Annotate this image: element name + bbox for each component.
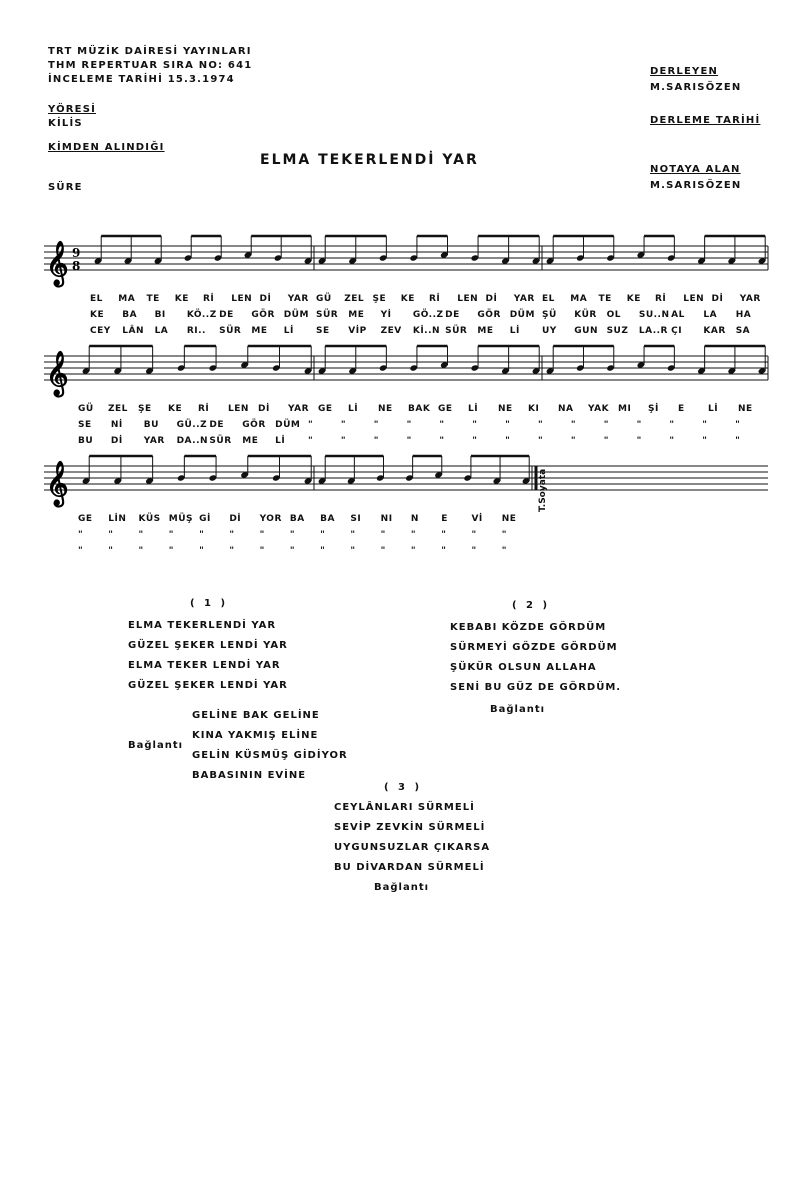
lyric-syllable: ": [410, 546, 417, 556]
lyric-syllable: ": [636, 420, 642, 430]
lyric-syllable: KE: [174, 294, 189, 304]
lyric-syllable: ": [78, 546, 84, 556]
lyric-syllable: LÂN: [122, 326, 145, 336]
lyric-syllable: Lİ: [283, 326, 294, 336]
lyric-syllable: ": [259, 546, 265, 556]
lyric-syllable: ": [538, 420, 544, 430]
lyric-syllable: MÜŞ: [168, 514, 194, 524]
lyric-syllable: Dİ: [258, 404, 270, 414]
verse-2-line: ŞÜKÜR OLSUN ALLAHA: [450, 662, 597, 673]
lyric-syllable: ME: [251, 326, 268, 336]
verse-1-number: ( 1 ): [190, 598, 229, 609]
lyric-syllable: BU: [78, 436, 94, 446]
verse-3-line: CEYLÂNLARI SÜRMELİ: [334, 802, 475, 813]
lyric-syllable: ": [505, 420, 511, 430]
treble-clef-icon: 𝄞: [46, 350, 69, 395]
lyric-syllable: CEY: [90, 326, 111, 336]
lyric-syllable: RI..: [186, 326, 206, 336]
lyric-syllable: Dİ: [259, 294, 272, 304]
chorus-line: BABASININ EVİNE: [192, 770, 307, 781]
chorus-label: Bağlantı: [128, 740, 184, 751]
lyric-syllable: Lİ: [509, 326, 520, 336]
lyric-syllable: KE: [626, 294, 641, 304]
verse-2-number: ( 2 ): [512, 600, 551, 611]
lyric-syllable: SÜR: [445, 326, 468, 336]
lyric-syllable: Dİ: [110, 436, 123, 446]
lyric-syllable: ": [138, 530, 144, 540]
lyric-syllable: ": [406, 420, 412, 430]
verse-3-number: ( 3 ): [384, 782, 423, 793]
lyric-syllable: ": [320, 546, 326, 556]
verse-1-line: ELMA TEKER LENDİ YAR: [128, 660, 281, 671]
lyric-syllable: GE: [438, 404, 453, 414]
music-staff-1: [42, 232, 778, 342]
lyric-syllable: GE: [78, 514, 93, 524]
lyric-syllable: ": [501, 530, 507, 540]
lyric-syllable: ME: [348, 310, 365, 320]
lyric-syllable: BI: [154, 310, 166, 320]
music-staff-3: [42, 452, 778, 562]
lyric-syllable: ŞE: [372, 294, 387, 304]
lyric-syllable: Vİ: [471, 514, 483, 524]
lyric-syllable: GÖR: [477, 310, 501, 320]
lyric-syllable: Rİ: [203, 294, 215, 304]
chorus-line: KINA YAKMIŞ ELİNE: [192, 730, 319, 741]
lyric-syllable: YAR: [143, 436, 165, 446]
lyric-syllable: GÖR: [242, 420, 266, 430]
transcriber-signature: T.Soyata: [538, 468, 548, 512]
lyric-syllable: KE: [168, 404, 183, 414]
lyric-syllable: BA: [289, 514, 305, 524]
lyric-syllable: KE: [90, 310, 105, 320]
lyric-syllable: ": [350, 546, 356, 556]
lyric-syllable: MI: [618, 404, 632, 414]
notaya-alan-label: NOTAYA ALAN: [650, 164, 741, 175]
lyric-syllable: ": [472, 436, 478, 446]
lyric-syllable: ZEV: [380, 326, 402, 336]
lyric-syllable: ": [669, 436, 675, 446]
lyric-syllable: ": [570, 420, 577, 430]
lyric-syllable: Dİ: [229, 514, 242, 524]
lyric-syllable: ": [735, 420, 741, 430]
lyric-syllable: ": [340, 420, 347, 430]
lyric-syllable: LEN: [231, 294, 253, 304]
verse-3-line: SEVİP ZEVKİN SÜRMELİ: [334, 822, 486, 833]
lyric-syllable: ŞÜ: [542, 310, 557, 320]
verse-2-line: SENİ BU GÜZ DE GÖRDÜM.: [450, 682, 622, 693]
verse-2: [450, 618, 621, 698]
lyric-syllable: Şİ: [648, 404, 659, 414]
yoresi-label: YÖRESİ: [48, 104, 97, 115]
lyric-syllable: ": [735, 436, 741, 446]
verse-1-line: GÜZEL ŞEKER LENDİ YAR: [128, 680, 288, 691]
lyric-syllable: ": [501, 546, 507, 556]
lyric-syllable: ": [410, 530, 417, 540]
lyric-syllable: ": [380, 530, 386, 540]
lyric-syllable: ŞE: [138, 404, 152, 414]
chorus-line: GELİN KÜSMÜŞ GİDİYOR: [192, 750, 348, 761]
verse-3-line: BU DİVARDAN SÜRMELİ: [334, 862, 485, 873]
derleyen-value: M.SARISÖZEN: [650, 82, 742, 93]
lyric-syllable: ": [199, 530, 205, 540]
lyric-syllable: EL: [90, 294, 103, 304]
lyric-syllable: GÖR: [251, 310, 275, 320]
lyric-syllable: BA: [320, 514, 335, 524]
staff-1-notation: [42, 232, 778, 292]
sure-label: SÜRE: [48, 182, 83, 193]
lyric-syllable: Rİ: [655, 294, 667, 304]
lyric-syllable: NE: [498, 404, 513, 414]
verse-3-baglanti: Bağlantı: [374, 882, 430, 893]
lyric-syllable: ": [229, 546, 235, 556]
lyric-syllable: ": [669, 420, 675, 430]
lyric-syllable: ": [373, 420, 379, 430]
lyric-syllable: ": [505, 436, 511, 446]
lyric-syllable: Nİ: [110, 420, 123, 430]
lyric-syllable: ": [570, 436, 577, 446]
verse-2-line: SÜRMEYİ GÖZDE GÖRDÜM: [450, 642, 618, 653]
lyric-syllable: SA: [735, 326, 751, 336]
lyric-syllable: LEN: [228, 404, 249, 414]
lyric-syllable: Lİ: [708, 404, 719, 414]
lyric-syllable: ": [471, 530, 477, 540]
lyric-syllable: Rİ: [429, 294, 441, 304]
lyric-syllable: Rİ: [198, 404, 210, 414]
notaya-alan-value: M.SARISÖZEN: [650, 180, 742, 191]
lyric-syllable: DÜM: [283, 310, 309, 320]
lyric-syllable: GÜ..Z: [176, 420, 208, 430]
lyric-syllable: YAR: [739, 294, 761, 304]
lyric-syllable: SI: [350, 514, 362, 524]
lyric-syllable: ": [472, 420, 478, 430]
lyric-syllable: ": [259, 530, 265, 540]
verse-2-baglanti: Bağlantı: [490, 704, 546, 715]
chorus-line: GELİNE BAK GELİNE: [192, 710, 320, 721]
lyric-syllable: ": [108, 546, 114, 556]
lyric-syllable: OL: [606, 310, 621, 320]
lyric-syllable: ZEL: [344, 294, 365, 304]
lyric-syllable: Dİ: [485, 294, 498, 304]
lyric-syllable: NE: [738, 404, 753, 414]
lyric-syllable: LA..R: [638, 326, 668, 336]
lyric-syllable: TE: [598, 294, 612, 304]
lyric-syllable: Gİ: [199, 514, 211, 524]
verse-1-line: GÜZEL ŞEKER LENDİ YAR: [128, 640, 288, 651]
lyric-syllable: GE: [318, 404, 333, 414]
header-org-line-1: TRT MÜZİK DAİRESİ YAYINLARI: [48, 46, 252, 57]
verse-3-line: UYGUNSUZLAR ÇIKARSA: [334, 842, 491, 853]
lyric-syllable: ÇI: [671, 326, 683, 336]
staff-3-notation: [42, 452, 778, 512]
lyric-syllable: KAR: [703, 326, 726, 336]
lyric-syllable: ": [78, 530, 84, 540]
derleyen-label: DERLEYEN: [650, 66, 719, 77]
lyric-syllable: N: [410, 514, 419, 524]
lyric-syllable: HA: [735, 310, 752, 320]
lyric-syllable: DÜM: [275, 420, 301, 430]
lyric-syllable: SÜR: [316, 310, 339, 320]
lyric-syllable: ": [702, 420, 708, 430]
lyric-syllable: ": [289, 546, 296, 556]
lyric-syllable: KÜS: [138, 514, 161, 524]
lyric-syllable: SÜR: [219, 326, 242, 336]
lyric-syllable: ": [603, 420, 609, 430]
lyric-syllable: DE: [209, 420, 225, 430]
lyric-syllable: ": [373, 436, 379, 446]
lyric-syllable: DÜM: [509, 310, 535, 320]
lyric-syllable: NA: [558, 404, 574, 414]
lyric-syllable: NE: [378, 404, 393, 414]
lyric-syllable: LA: [703, 310, 718, 320]
lyric-syllable: GÜ: [316, 294, 332, 304]
lyric-syllable: DA..N: [176, 436, 209, 446]
song-title: ELMA TEKERLENDİ YAR: [260, 152, 479, 168]
lyric-syllable: SU..N: [638, 310, 670, 320]
lyric-syllable: ": [636, 436, 642, 446]
lyric-syllable: ": [168, 546, 174, 556]
lyric-syllable: ": [289, 530, 296, 540]
lyric-syllable: KÖ..Z: [186, 310, 217, 320]
lyric-syllable: KI: [528, 404, 540, 414]
lyric-syllable: UY: [542, 326, 557, 336]
lyric-syllable: ": [350, 530, 356, 540]
verse-1: [128, 616, 288, 696]
lyric-syllable: Yİ: [380, 310, 392, 320]
treble-clef-icon: 𝄞: [46, 460, 69, 505]
lyric-syllable: ": [308, 420, 314, 430]
lyric-syllable: ZEL: [108, 404, 128, 414]
lyric-syllable: ": [441, 530, 447, 540]
verse-1-line: ELMA TEKERLENDİ YAR: [128, 620, 277, 631]
time-signature-top: 9: [72, 246, 81, 260]
lyric-syllable: ": [199, 546, 205, 556]
yoresi-value: KİLİS: [48, 118, 83, 129]
lyric-syllable: ": [168, 530, 174, 540]
lyric-syllable: NE: [501, 514, 517, 524]
lyric-syllable: ": [308, 436, 314, 446]
music-staff-2: [42, 342, 778, 452]
lyric-syllable: ": [340, 436, 347, 446]
time-signature-bottom: 8: [72, 259, 81, 273]
verse-2-line: KEBABI KÖZDE GÖRDÜM: [450, 622, 607, 633]
lyric-syllable: GÖ..Z: [412, 310, 444, 320]
lyric-syllable: GÜ: [78, 404, 94, 414]
lyric-syllable: ": [441, 546, 447, 556]
lyric-syllable: DE: [445, 310, 460, 320]
lyric-syllable: MA: [118, 294, 136, 304]
lyric-syllable: BAK: [408, 404, 431, 414]
verse-3: [334, 798, 490, 878]
lyric-syllable: ": [138, 546, 144, 556]
lyric-syllable: ": [439, 436, 445, 446]
lyric-syllable: LEN: [457, 294, 479, 304]
lyric-syllable: KÜR: [574, 310, 597, 320]
lyric-syllable: ": [229, 530, 235, 540]
lyric-syllable: SUZ: [606, 326, 629, 336]
lyric-syllable: KE: [400, 294, 415, 304]
lyric-syllable: YAK: [588, 404, 610, 414]
lyric-syllable: VİP: [348, 326, 367, 336]
lyric-syllable: Lİ: [468, 404, 479, 414]
lyric-syllable: TE: [146, 294, 160, 304]
header-org-line-3: İNCELEME TARİHİ 15.3.1974: [48, 74, 235, 85]
header-org-line-2: THM REPERTUAR SIRA NO: 641: [48, 60, 253, 71]
lyric-syllable: YAR: [513, 294, 535, 304]
lyric-syllable: NI: [380, 514, 393, 524]
lyric-syllable: ": [406, 436, 412, 446]
lyric-syllable: GUN: [574, 326, 599, 336]
lyric-syllable: ": [702, 436, 708, 446]
lyric-syllable: LEN: [683, 294, 705, 304]
lyric-syllable: YAR: [288, 404, 310, 414]
lyric-syllable: E: [678, 404, 685, 414]
lyric-syllable: DE: [219, 310, 234, 320]
lyric-syllable: ": [439, 420, 445, 430]
lyric-syllable: BA: [122, 310, 138, 320]
lyric-syllable: ME: [477, 326, 494, 336]
lyric-syllable: BU: [143, 420, 159, 430]
staff-2-notation: [42, 342, 778, 402]
treble-clef-icon: 𝄞: [46, 240, 69, 285]
lyric-syllable: ME: [242, 436, 259, 446]
lyric-syllable: Kİ..N: [412, 326, 441, 336]
lyric-syllable: Lİ: [275, 436, 286, 446]
kimden-label: KİMDEN ALINDIĞI: [48, 142, 165, 153]
derleme-tarihi-label: DERLEME TARİHİ: [650, 115, 761, 126]
lyric-syllable: LİN: [108, 514, 127, 524]
lyric-syllable: SE: [78, 420, 92, 430]
lyric-syllable: E: [441, 514, 448, 524]
lyric-syllable: Dİ: [711, 294, 724, 304]
lyric-syllable: ": [108, 530, 114, 540]
lyric-syllable: ": [380, 546, 386, 556]
lyric-syllable: SÜR: [209, 436, 232, 446]
lyric-syllable: Lİ: [348, 404, 359, 414]
lyric-syllable: ": [538, 436, 544, 446]
lyric-syllable: YOR: [259, 514, 282, 524]
lyric-syllable: ": [471, 546, 477, 556]
lyric-syllable: AL: [671, 310, 685, 320]
lyric-syllable: ": [603, 436, 609, 446]
lyric-syllable: YAR: [287, 294, 309, 304]
chorus: [192, 706, 348, 786]
lyric-syllable: SE: [316, 326, 330, 336]
lyric-syllable: ": [320, 530, 326, 540]
lyric-syllable: EL: [542, 294, 555, 304]
lyric-syllable: LA: [154, 326, 169, 336]
lyric-syllable: MA: [570, 294, 588, 304]
